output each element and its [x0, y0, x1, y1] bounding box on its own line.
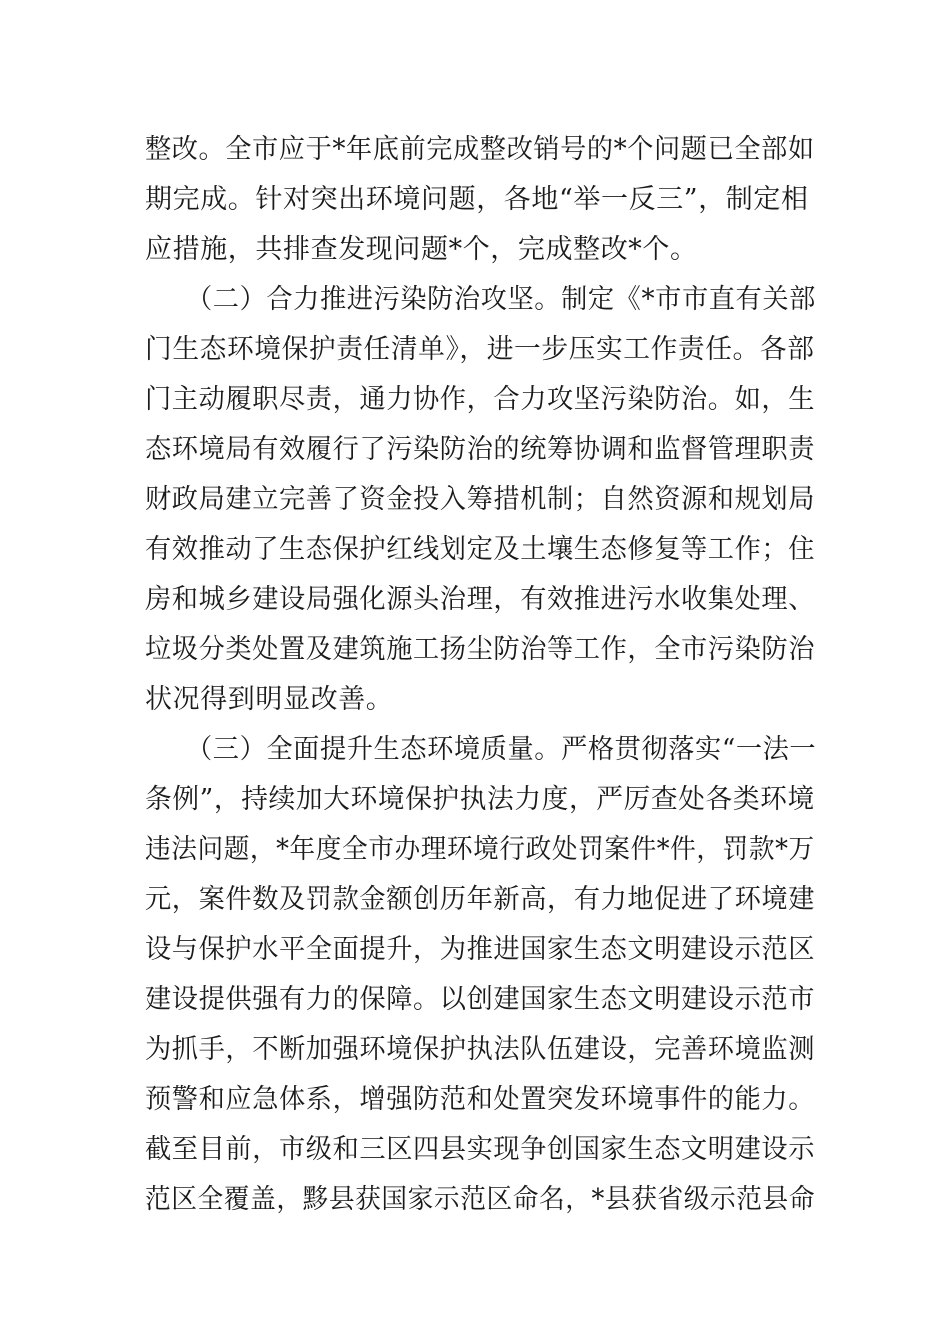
text-line: 范区全覆盖，黟县获国家示范区命名，*县获省级示范县命 — [145, 1184, 816, 1215]
text-line: 财政局建立完善了资金投入筹措机制；自然资源和规划局 — [145, 484, 815, 515]
text-line: 期完成。针对突出环境问题，各地“举一反三”，制定相 — [145, 184, 809, 215]
text-line: 垃圾分类处置及建筑施工扬尘防治等工作，全市污染防治 — [145, 634, 815, 665]
text-line: 有效推动了生态保护红线划定及土壤生态修复等工作；住 — [145, 534, 815, 565]
paragraph-heading-line: （三）全面提升生态环境质量。严格贯彻落实“一法一 — [186, 734, 817, 765]
text-line: 应措施，共排查发现问题*个，完成整改*个。 — [145, 234, 698, 265]
text-line: 建设提供强有力的保障。以创建国家生态文明建设示范市 — [145, 984, 815, 1015]
text-line: 截至目前，市级和三区四县实现争创国家生态文明建设示 — [145, 1134, 815, 1165]
text-line: 违法问题，*年度全市办理环境行政处罚案件*件，罚款*万 — [145, 834, 815, 865]
text-line: 预警和应急体系，增强防范和处置突发环境事件的能力。 — [145, 1084, 815, 1115]
text-line: 门主动履职尽责，通力协作，合力攻坚污染防治。如，生 — [145, 384, 815, 415]
text-line: 为抓手，不断加强环境保护执法队伍建设，完善环境监测 — [145, 1034, 815, 1065]
text-line: 房和城乡建设局强化源头治理，有效推进污水收集处理、 — [145, 584, 815, 615]
text-line: 整改。全市应于*年底前完成整改销号的*个问题已全部如 — [145, 134, 815, 165]
paragraph-heading-line: （二）合力推进污染防治攻坚。制定《*市市直有关部 — [186, 284, 816, 315]
text-line: 态环境局有效履行了污染防治的统筹协调和监督管理职责 — [145, 434, 815, 465]
text-line: 设与保护水平全面提升，为推进国家生态文明建设示范区 — [145, 934, 815, 965]
text-line: 条例”，持续加大环境保护执法力度，严厉查处各类环境 — [145, 784, 815, 815]
text-line: 元，案件数及罚款金额创历年新高，有力地促进了环境建 — [145, 884, 815, 915]
text-line: 门生态环境保护责任清单》，进一步压实工作责任。各部 — [145, 334, 815, 365]
text-line: 状况得到明显改善。 — [145, 684, 394, 715]
